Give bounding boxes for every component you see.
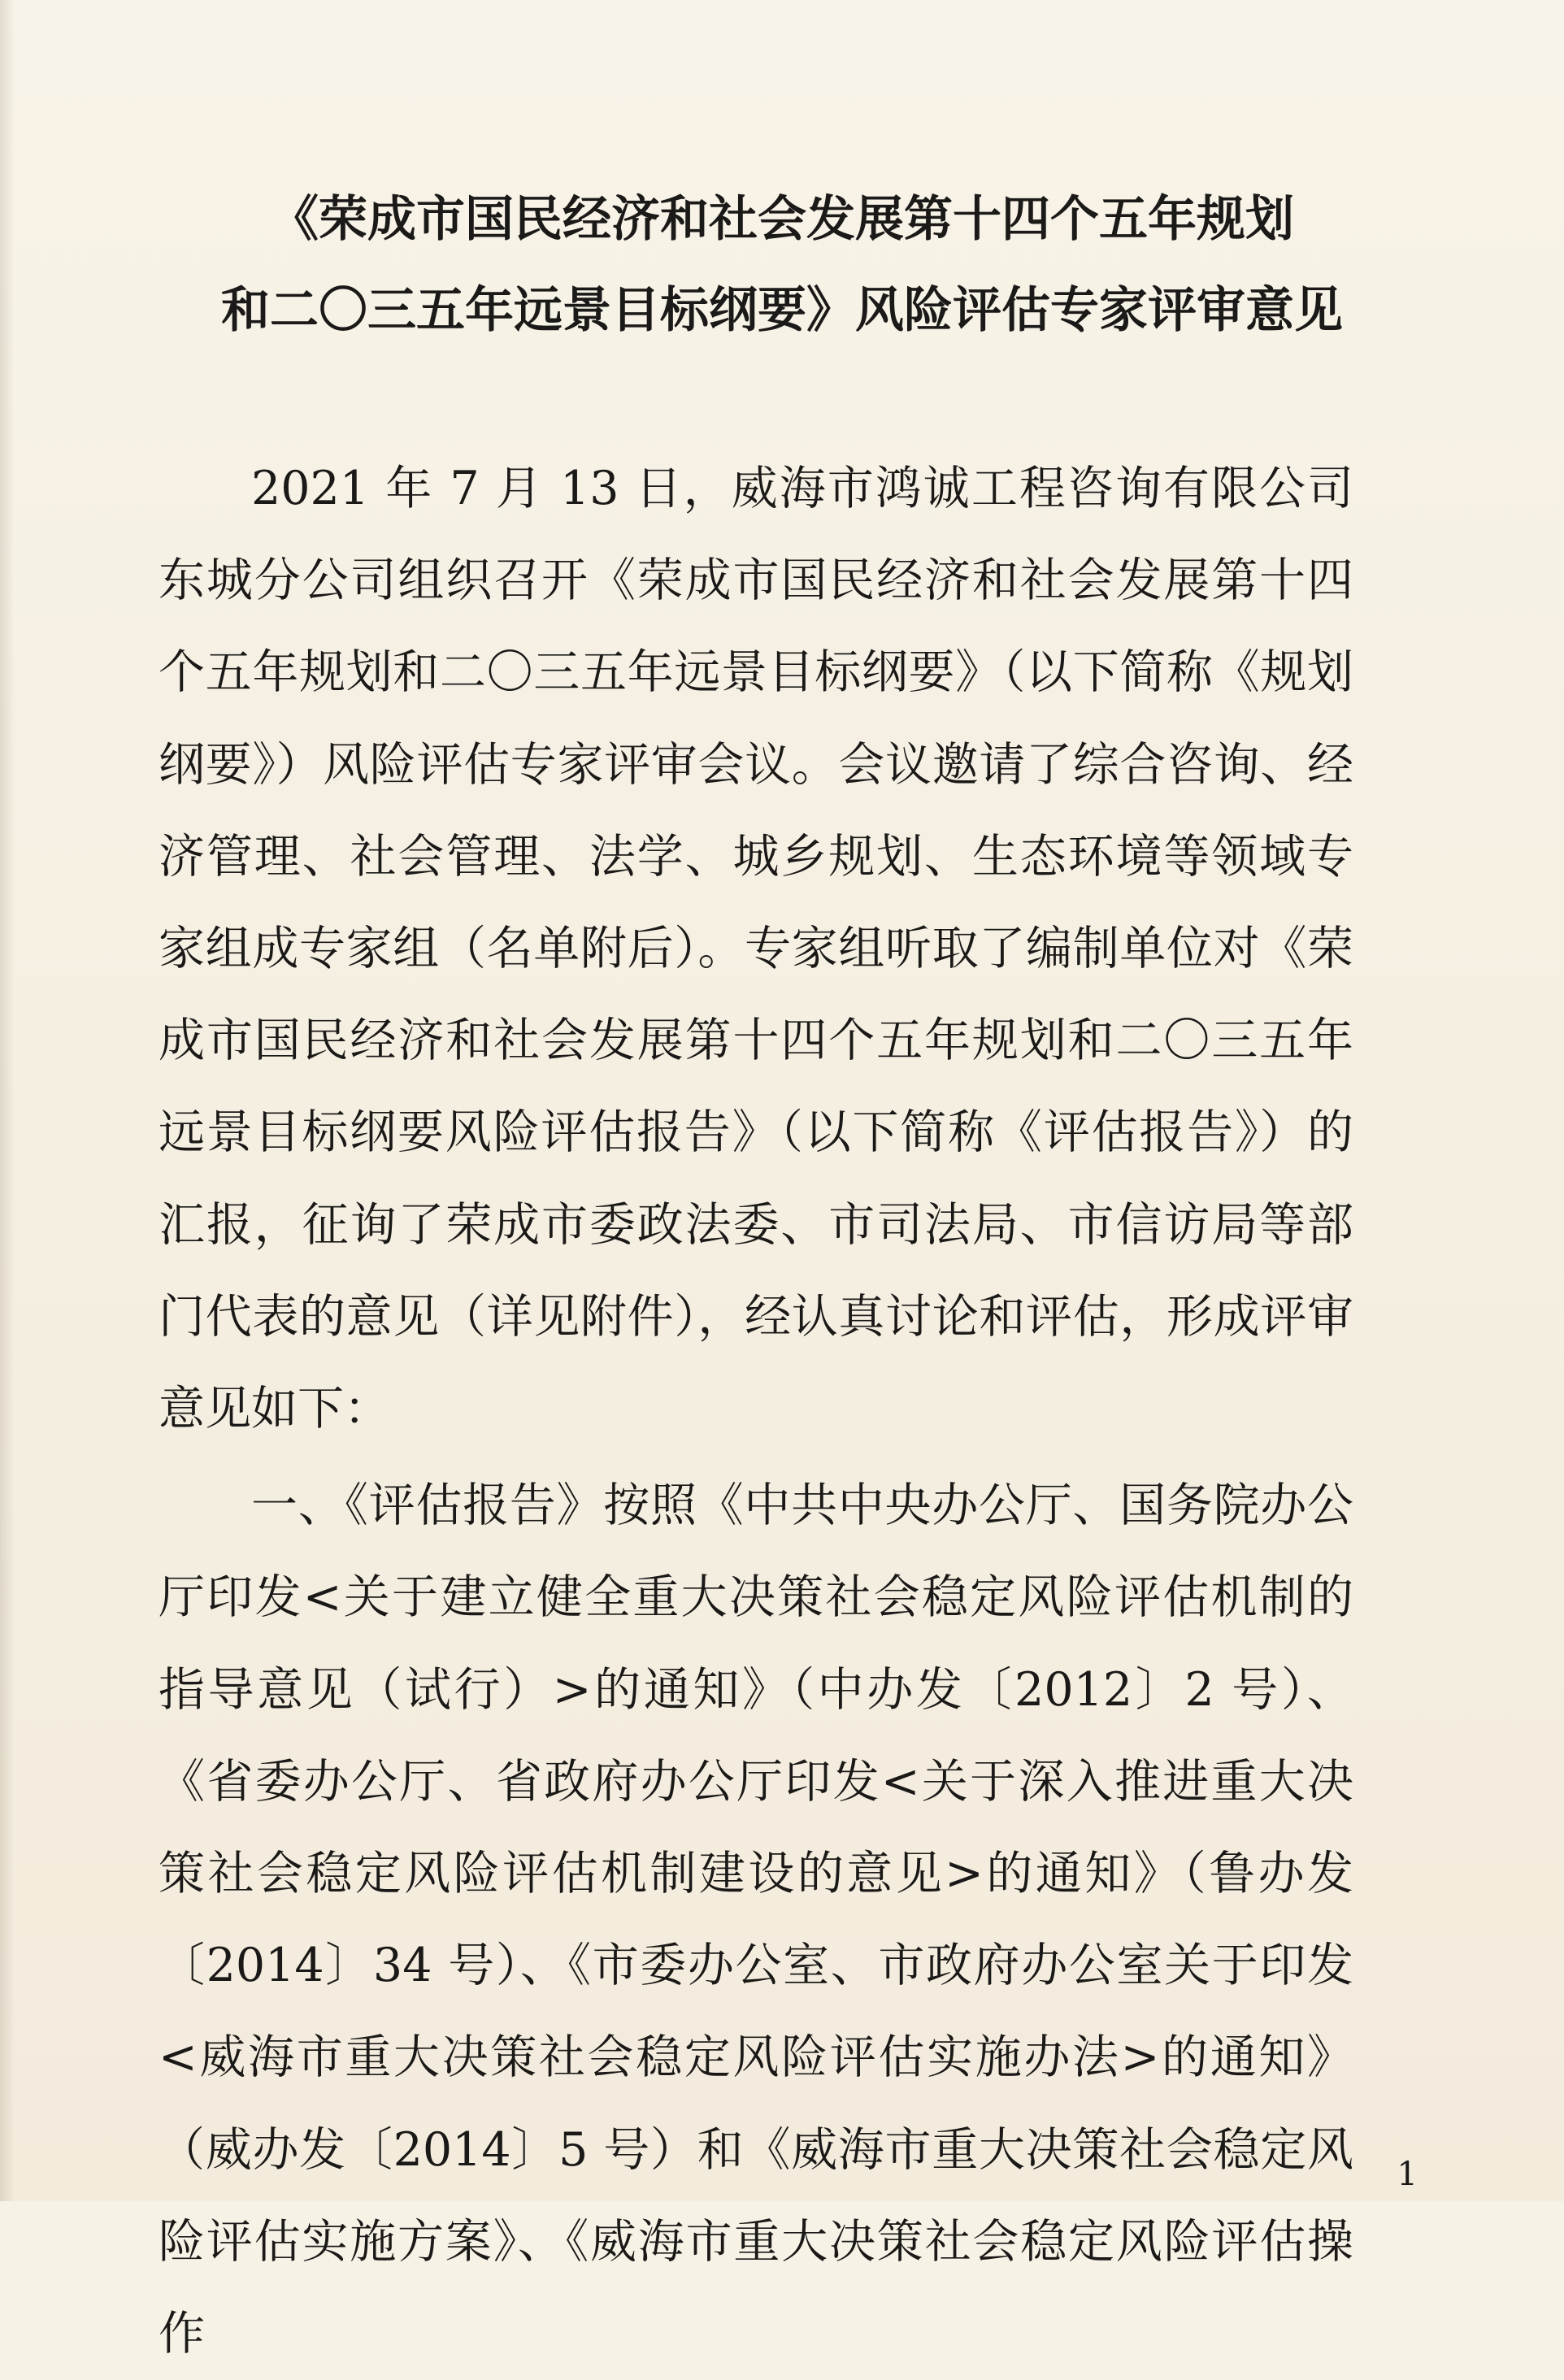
document-body bbox=[159, 443, 1353, 2380]
body-paragraph-2: 一、《评估报告》按照《中共中央办公厅、国务院办公厅印发<关于建立健全重大决策社会稳定风险评估机制的指导意见（试行）>的通知》（中办发〔2012〕2 号）、《省委办公厅、省政府办公厅印发<关于深入推进重大决策社会稳定风险评估机制建设的意见>的通知》（鲁办发〔2014〕34 号）、《市委办公室、市政府办公室关于印发<威海市重大决策社会稳定风险评估实施办法>的通知》（威办发〔2014〕5 号）和《威海市重大决策社会稳定风险评估实施方案》、《威海市重大决策社会稳定风险评估操作 bbox=[159, 1479, 1353, 2361]
body-paragraph-1: 2021 年 7 月 13 日，威海市鸿诚工程咨询有限公司东城分公司组织召开《荣成市国民经济和社会发展第十四个五年规划和二〇三五年远景目标纲要》（以下简称《规划纲要》）风险评估专家评审会议。会议邀请了综合咨询、经济管理、社会管理、法学、城乡规划、生态环境等领域专家组成专家组（名单附后）。专家组听取了编制单位对《荣成市国民经济和社会发展第十四个五年规划和二〇三五年远景目标纲要风险评估报告》（以下简称《评估报告》）的汇报，征询了荣成市委政法委、市司法局、市信访局等部门代表的意见（详见附件），经认真讨论和评估，形成评审意见如下： bbox=[159, 462, 1353, 1436]
page-number: 1 bbox=[1397, 2156, 1418, 2193]
document-title-line-2: 和二〇三五年远景目标纲要》风险评估专家评审意见 bbox=[221, 282, 1343, 339]
document-title-line-1: 《荣成市国民经济和社会发展第十四个五年规划 bbox=[270, 191, 1294, 248]
